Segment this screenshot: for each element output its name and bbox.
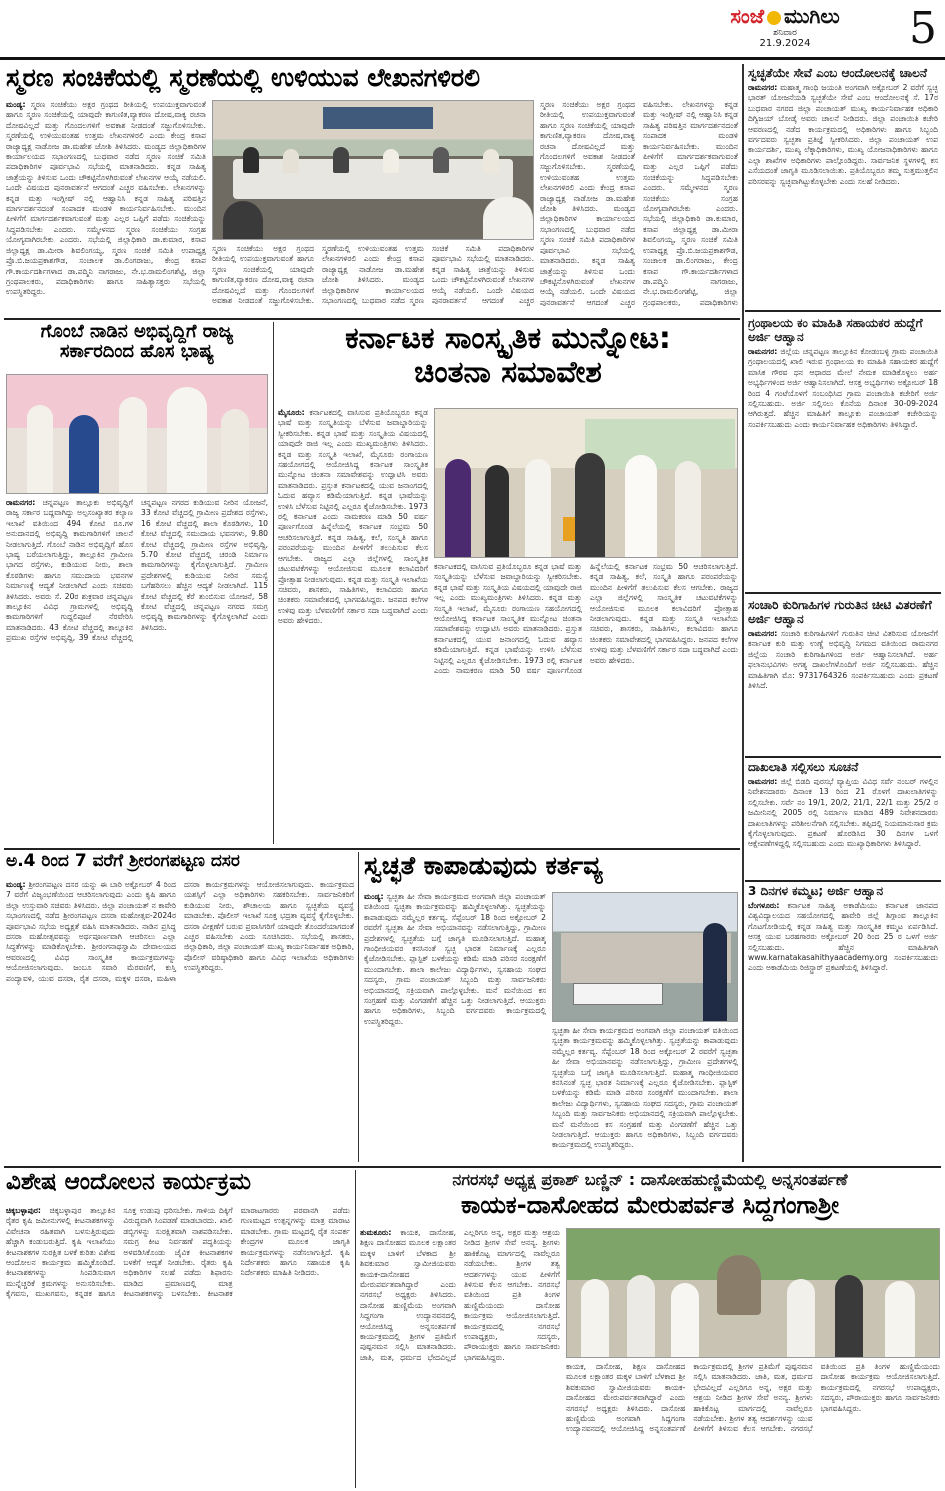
edition-date: 21.9.2024 bbox=[759, 38, 811, 49]
story-headline: ಕಾಯಕ-ದಾಸೋಹದ ಮೇರುಪರ್ವತ ಸಿದ್ದಗಂಗಾಶ್ರೀ bbox=[460, 1191, 840, 1219]
sidebar-headline: ಗ್ರಂಥಾಲಯ ಕಂ ಮಾಹಿತಿ ಸಹಾಯಕರ ಹುದ್ದೆಗೆ ಅರ್ಜಿ ಆಹ್ವಾನ bbox=[748, 316, 923, 344]
story-dateline: ತುಮಕೂರು: bbox=[360, 1228, 392, 1237]
sidebar-headline: ದಾಖಲಾತಿ ಸಲ್ಲಿಸಲು ಸೂಚನೆ bbox=[748, 760, 859, 774]
story-body bbox=[364, 892, 546, 1160]
story-body-cont bbox=[552, 1026, 738, 1160]
story-dateline: ರಾಮನಗರ: bbox=[6, 498, 36, 507]
sidebar-body-text: ಸಂಚಾರಿ ಕುರಿಗಾಹಿಗಳಿಗೆ ಗುರುತಿನ ಚೀಟಿ ವಿತರಿಸುವ ಯೋಜನೆಗೆ ಕರ್ನಾಟಕ ಕುರಿ ಮತ್ತು ಉಣ್ಣೆ ಅಭಿವೃದ್ಧಿ ನಿಗಮದ ವತಿಯಿಂದ ರಾಮನಗರ ಜಿಲ್ಲೆಯ ಸಂಚಾರಿ ಕುರಿಗಾಹಿಗಳಿಂದ ಅರ್ಜಿ ಆಹ್ವಾನಿಸಲಾಗಿದೆ. ಅರ್ಹ ಫಲಾನುಭವಿಗಳು ಅಗತ್ಯ ದಾಖಲೆಗಳೊಂದಿಗೆ ಅರ್ಜಿ ಸಲ್ಲಿಸಬಹುದು. ಹೆಚ್ಚಿನ ಮಾಹಿತಿಗಾಗಿ ಮೊ: 9731764326 ಸಂಪರ್ಕಿಸಬಹುದು ಎಂದು ಪ್ರಕಟಣೆ ತಿಳಿಸಿದೆ. bbox=[748, 629, 938, 691]
edition-day: ಶನಿವಾರ bbox=[773, 28, 797, 38]
story-body bbox=[6, 880, 354, 1160]
story-body bbox=[278, 408, 428, 842]
divider bbox=[358, 852, 359, 1162]
sidebar-dateline: ರಾಮನಗರ: bbox=[748, 629, 778, 638]
story-karnataka bbox=[278, 322, 738, 844]
sidebar-body bbox=[748, 777, 938, 873]
story-body-text: ಸ್ವಚ್ಛತಾ ಹೀ ಸೇವಾ ಕಾರ್ಯಕ್ರಮದ ಅಂಗವಾಗಿ ಜಿಲ್ಲಾ ಪಂಚಾಯತ್ ವತಿಯಿಂದ ಸ್ವಚ್ಛತಾ ಕಾರ್ಯಕ್ರಮವನ್ನು ಹಮ್ಮಿಕೊಳ್ಳಲಾಗಿತ್ತು. ಸ್ವಚ್ಛತೆಯನ್ನು ಕಾಪಾಡುವುದು ನಮ್ಮೆಲ್ಲರ ಕರ್ತವ್ಯ. ಸೆಪ್ಟೆಂಬರ್ 18 ರಿಂದ ಅಕ್ಟೋಬರ್ 2 ರವರೆಗೆ ಸ್ವಚ್ಛತಾ ಹೀ ಸೇವಾ ಅಭಿಯಾನವನ್ನು ನಡೆಸಲಾಗುತ್ತಿದ್ದು, ಗ್ರಾಮೀಣ ಪ್ರದೇಶಗಳಲ್ಲಿ ಸ್ವಚ್ಛತೆಯ ಬಗ್ಗೆ ಜಾಗೃತಿ ಮೂಡಿಸಲಾಗುತ್ತಿದೆ. ಮಹಾತ್ಮ ಗಾಂಧೀಜಿಯವರ ಕನಸಿನಂತೆ ಸ್ವಚ್ಛ ಭಾರತ ನಿರ್ಮಾಣಕ್ಕೆ ಎಲ್ಲರೂ ಕೈಜೋಡಿಸಬೇಕು. ಪ್ಲಾಸ್ಟಿಕ್ ಬಳಕೆಯನ್ನು ಕಡಿಮೆ ಮಾಡಿ ಪರಿಸರ ಸಂರಕ್ಷಣೆಗೆ ಮುಂದಾಗಬೇಕು. ಶಾಲಾ ಕಾಲೇಜು ವಿದ್ಯಾರ್ಥಿಗಳು, ಸ್ವಸಹಾಯ ಸಂಘದ ಸದಸ್ಯರು, ಗ್ರಾಮ ಪಂಚಾಯತ್ ಸಿಬ್ಬಂದಿ ಮತ್ತು ಸಾರ್ವಜನಿಕರು ಅಭಿಯಾನದಲ್ಲಿ ಸಕ್ರಿಯವಾಗಿ ಪಾಲ್ಗೊಳ್ಳಬೇಕು. ಮನೆ ಮನೆಯಿಂದ ಕಸ ಸಂಗ್ರಹಣೆ ಮತ್ತು ವಿಂಗಡಣೆಗೆ ಹೆಚ್ಚಿನ ಒತ್ತು ನೀಡಲಾಗುತ್ತಿದೆ. ಆಯುಕ್ತರು ಹಾಗೂ ಅಧಿಕಾರಿಗಳು, ಸಿಬ್ಬಂದಿ ವರ್ಗದವರು ಕಾರ್ಯಕ್ರಮದಲ್ಲಿ ಉಪಸ್ಥಿತರಿದ್ದರು. bbox=[364, 892, 546, 1026]
story-headline: ಸ್ವಚ್ಛತೆ ಕಾಪಾಡುವುದು ಕರ್ತವ್ಯ bbox=[364, 852, 603, 880]
divider bbox=[745, 310, 941, 312]
sidebar-dateline: ರಾಮನಗರ: bbox=[748, 777, 778, 786]
brand bbox=[685, 4, 885, 49]
story-body bbox=[6, 100, 206, 314]
story-kicker: ನಗರಸಭೆ ಅಧ್ಯಕ್ಷ ಪ್ರಕಾಶ್ ಬಣ್ಣಿನ್ : ದಾಸೋಹಹುಣ್ಣಿಮೆಯಲ್ಲಿ ಅನ್ನಸಂತರ್ಪಣೆ bbox=[452, 1170, 848, 1189]
masthead bbox=[0, 0, 945, 60]
sidebar-item-5 bbox=[748, 884, 938, 1162]
sidebar-body-text: ಜಿಲ್ಲೆಯ ಚನ್ನಪಟ್ಟಣ ತಾಲ್ಲೂಕಿನ ಕೋಡಂಬಳ್ಳಿ ಗ್ರಾಮ ಪಂಚಾಯಿತಿ ಗ್ರಂಥಾಲಯದಲ್ಲಿ ಖಾಲಿ ಇರುವ ಗ್ರಂಥಾಲಯ ಕಂ ಮಾಹಿತಿ ಸಹಾಯಕರ ಹುದ್ದೆಗೆ ಮಾಸಿಕ ಗೌರವ ಧನ ಆಧಾರದ ಮೇಲೆ ನೇಮಕ ಮಾಡಿಕೊಳ್ಳಲು ಅರ್ಹ ಅಭ್ಯರ್ಥಿಗಳಿಂದ ಅರ್ಜಿ ಆಹ್ವಾನಿಸಲಾಗಿದೆ. ಆಸಕ್ತ ಅಭ್ಯರ್ಥಿಗಳು ಅಕ್ಟೋಬರ್ 18 ರಿಂದ 4 ಗಂಟೆಯೊಳಗೆ ಸಂಬಂಧಿಸಿದ ಗ್ರಾಮ ಪಂಚಾಯಿತಿ ಕಚೇರಿಗೆ ಅರ್ಜಿ ಸಲ್ಲಿಸಬಹುದು. ಅರ್ಜಿ ಸಲ್ಲಿಸಲು ಕೊನೆಯ ದಿನಾಂಕ 30-09-2024 ಆಗಿರುತ್ತದೆ. ಹೆಚ್ಚಿನ ಮಾಹಿತಿಗೆ ತಾಲ್ಲೂಕು ಪಂಚಾಯತ್ ಕಚೇರಿಯನ್ನು ಸಂಪರ್ಕಿಸಬಹುದು ಎಂದು ಕಾರ್ಯನಿರ್ವಾಹಕ ಅಧಿಕಾರಿಗಳು ತಿಳಿಸಿದ್ದಾರೆ. bbox=[748, 347, 938, 429]
story-body-text-right: ಸ್ಮರಣ ಸಂಚಿಕೆಯು ಅಕ್ಷರ ಗ್ರಂಥದ ರೀತಿಯಲ್ಲಿ ಉಪಯುಕ್ತವಾಗುವಂತೆ ಹಾಗೂ ಸ್ಮರಣ ಸಂಚಿಕೆಯಲ್ಲಿ ಯಾವುದೇ ಕಾಗುಣಿತ,ವ್ಯಾಕರಣ ದೋಷ,ವಾಕ್ಯ ರಚನಾ ದೋಷವಿಲ್ಲದೆ ಮತ್ತು ಗೊಂದಲಗಳಿಗೆ ಅವಕಾಶ ನೀಡದಂತೆ ಸಜ್ಜುಗೊಳಿಸಬೇಕು. ಸ್ಮರಣೆಯಲ್ಲಿ ಉಳಿಯುವಂತಹ ಉತ್ತಮ ಲೇಖನಗಳಿರಲಿ ಎಂದು ಕೇಂದ್ರ ಕಸಾಪ ರಾಜ್ಯಾಧ್ಯಕ್ಷ ನಾಡೋಜ ಡಾ.ಮಹೇಶ ಜೋಶಿ ತಿಳಿಸಿದರು. ಮಂಡ್ಯದ ಜಿಲ್ಲಾಧಿಕಾರಿಗಳ ಕಾರ್ಯಾಲಯದ ಸಭಾಂಗಣದಲ್ಲಿ ಬುಧವಾರ ನಡೆದ ಸ್ಮರಣ ಸಂಚಿಕೆ ಸಮಿತಿ ಪದಾಧಿಕಾರಿಗಳ ಪೂರ್ವಭಾವಿ ಸಭೆಯಲ್ಲಿ ಮಾತನಾಡಿದರು. ಕನ್ನಡ ಸಾಹಿತ್ಯ ಜಾತ್ರೆಯನ್ನು ತಿಳಿಸುವ ಒಂದು ಚೌಕಟ್ಟಿನೊಳಗಿರುವಂತೆ ಲೇಖನಗಳ ಆಯ್ಕೆ ನಡೆಯಲಿ. ಒಂದೇ ವಿಷಯದ ಪುನರಾವರ್ತನೆ ಆಗದಂತೆ ಎಚ್ಚರ ವಹಿಸಬೇಕು. ಲೇಖನಗಳನ್ನು ಕನ್ನಡ ಮತ್ತು ಇಂಗ್ಲೀಷ್ ನಲ್ಲಿ ಆಹ್ವಾನಿಸಿ ಕನ್ನಡ ಸಾಹಿತ್ಯ ಪರಿಷತ್ತಿನ ಮಾರ್ಗದರ್ಶನದಂತೆ ಸಂಪಾದಕ ಮಂಡಳಿ ಕಾರ್ಯನಿರ್ವಹಿಸಬೇಕು. ಮುಂದಿನ ಪೀಳಿಗೆಗೆ ಮಾರ್ಗದರ್ಶಕವಾಗುವಂತೆ ಮತ್ತು ಎಲ್ಲರ ಒಪ್ಪಿಗೆ ಪಡೆದು ಸಂಚಿಕೆಯನ್ನು ಸಿದ್ಧಪಡಿಸಬೇಕು ಎಂದರು. ಸಮ್ಮೇಳನದ ಸ್ಮರಣ ಸಂಚಿಕೆಯು ಸಂಗ್ರಹ ಯೋಗ್ಯವಾಗಿರಬೇಕು ಎಂದರು. ಸಭೆಯಲ್ಲಿ ಜಿಲ್ಲಾಧಿಕಾರಿ ಡಾ.ಕುಮಾರ, ಕಸಾಪ ಜಿಲ್ಲಾಧ್ಯಕ್ಷ ಡಾ.ಮೀರಾ ಶಿವಲಿಂಗಯ್ಯ, ಸ್ಮರಣ ಸಂಚಿಕೆ ಸಮಿತಿ ಉಪಾಧ್ಯಕ್ಷ ಪ್ರೊ.ಬಿ.ಜಯಪ್ರಕಾಶಗೌಡ, ಸಂಚಾಲಕ ಡಾ.ಲಿಂಗರಾಜು, ಕೇಂದ್ರ ಕಸಾಪ ಗೌ.ಕಾರ್ಯದರ್ಶಿಗಳಾದ ಡಾ.ಪದ್ಮಿನಿ ನಾಗರಾಜು, ನೇ.ಭ.ರಾಮಲಿಂಗಶೆಟ್ಟಿ, ಜಿಲ್ಲಾ ಗ್ರಂಥಪಾಲಕರು, ಪದಾಧಿಕಾರಿಗಳು bbox=[540, 100, 738, 307]
inauguration-photo bbox=[434, 408, 738, 558]
story-body-cont bbox=[434, 562, 738, 842]
tribute-photo bbox=[566, 1228, 940, 1358]
story-andolana bbox=[6, 1170, 350, 1488]
divider bbox=[745, 756, 941, 758]
story-dateline: ಮೈಸೂರು: bbox=[278, 408, 305, 417]
divider bbox=[4, 318, 740, 320]
story-headline: ಗೊಂಬೆ ನಾಡಿನ ಅಭಿವೃದ್ದಿಗೆ ರಾಜ್ಯ ಸರ್ಕಾರದಿಂದ ಹೊಸ ಭಾಷ್ಯ bbox=[40, 322, 234, 363]
story-body-text-cont: ಸ್ವಚ್ಛತಾ ಹೀ ಸೇವಾ ಕಾರ್ಯಕ್ರಮದ ಅಂಗವಾಗಿ ಜಿಲ್ಲಾ ಪಂಚಾಯತ್ ವತಿಯಿಂದ ಸ್ವಚ್ಛತಾ ಕಾರ್ಯಕ್ರಮವನ್ನು ಹಮ್ಮಿಕೊಳ್ಳಲಾಗಿತ್ತು. ಸ್ವಚ್ಛತೆಯನ್ನು ಕಾಪಾಡುವುದು ನಮ್ಮೆಲ್ಲರ ಕರ್ತವ್ಯ. ಸೆಪ್ಟೆಂಬರ್ 18 ರಿಂದ ಅಕ್ಟೋಬರ್ 2 ರವರೆಗೆ ಸ್ವಚ್ಛತಾ ಹೀ ಸೇವಾ ಅಭಿಯಾನವನ್ನು ನಡೆಸಲಾಗುತ್ತಿದ್ದು, ಗ್ರಾಮೀಣ ಪ್ರದೇಶಗಳಲ್ಲಿ ಸ್ವಚ್ಛತೆಯ ಬಗ್ಗೆ ಜಾಗೃತಿ ಮೂಡಿಸಲಾಗುತ್ತಿದೆ. ಮಹಾತ್ಮ ಗಾಂಧೀಜಿಯವರ ಕನಸಿನಂತೆ ಸ್ವಚ್ಛ ಭಾರತ ನಿರ್ಮಾಣಕ್ಕೆ ಎಲ್ಲರೂ ಕೈಜೋಡಿಸಬೇಕು. ಪ್ಲಾಸ್ಟಿಕ್ ಬಳಕೆಯನ್ನು ಕಡಿಮೆ ಮಾಡಿ ಪರಿಸರ ಸಂರಕ್ಷಣೆಗೆ ಮುಂದಾಗಬೇಕು. ಶಾಲಾ ಕಾಲೇಜು ವಿದ್ಯಾರ್ಥಿಗಳು, ಸ್ವಸಹಾಯ ಸಂಘದ ಸದಸ್ಯರು, ಗ್ರಾಮ ಪಂಚಾಯತ್ ಸಿಬ್ಬಂದಿ ಮತ್ತು ಸಾರ್ವಜನಿಕರು ಅಭಿಯಾನದಲ್ಲಿ ಸಕ್ರಿಯವಾಗಿ ಪಾಲ್ಗೊಳ್ಳಬೇಕು. ಮನೆ ಮನೆಯಿಂದ ಕಸ ಸಂಗ್ರಹಣೆ ಮತ್ತು ವಿಂಗಡಣೆಗೆ ಹೆಚ್ಚಿನ ಒತ್ತು ನೀಡಲಾಗುತ್ತಿದೆ. ಆಯುಕ್ತರು ಹಾಗೂ ಅಧಿಕಾರಿಗಳು, ಸಿಬ್ಬಂದಿ ವರ್ಗದವರು ಕಾರ್ಯಕ್ರಮದಲ್ಲಿ ಉಪಸ್ಥಿತರಿದ್ದರು. bbox=[552, 1026, 738, 1150]
sidebar-body bbox=[748, 629, 938, 749]
sidebar-body bbox=[748, 83, 938, 291]
story-body-text-cont: ಕರ್ನಾಟಕದಲ್ಲಿ ವಾಸಿಸುವ ಪ್ರತಿಯೊಬ್ಬರೂ ಕನ್ನಡ ಭಾಷೆ ಮತ್ತು ಸಂಸ್ಕೃತಿಯನ್ನು ಬೆಳೆಸುವ ಜವಾಬ್ದಾರಿಯನ್ನು ಸ್ವೀಕರಿಸಬೇಕು. ಕನ್ನಡ ಭಾಷೆ ಮತ್ತು ಸಂಸ್ಕೃತಿಯ ವಿಷಯದಲ್ಲಿ ಯಾವುದೇ ರಾಜಿ ಇಲ್ಲ ಎಂದು ಮುಖ್ಯಮಂತ್ರಿಗಳು ತಿಳಿಸಿದರು. ಕನ್ನಡ ಮತ್ತು ಸಂಸ್ಕೃತಿ ಇಲಾಖೆ, ಮೈಸೂರು ರಂಗಾಯಣ ಸಹಯೋಗದಲ್ಲಿ ಆಯೋಜಿಸಿದ್ದ ಕರ್ನಾಟಕ ಸಾಂಸ್ಕೃತಿಕ ಮುನ್ನೋಟ ಚಿಂತನಾ ಸಮಾವೇಶವನ್ನು ಉದ್ಘಾಟಿಸಿ ಅವರು ಮಾತನಾಡಿದರು. ಪ್ರಸ್ತುತ ಕರ್ನಾಟಕದಲ್ಲಿ ಯುವ ಜನಾಂಗದಲ್ಲಿ ಓದುವ ಹವ್ಯಾಸ ಕಡಿಮೆಯಾಗುತ್ತಿದೆ. ಕನ್ನಡ ಭಾಷೆಯನ್ನು ಉಳಿಸಿ ಬೆಳೆಸುವ ನಿಟ್ಟಿನಲ್ಲಿ ಎಲ್ಲರೂ ಕೈಜೋಡಿಸಬೇಕು. 1973 ರಲ್ಲಿ ಕರ್ನಾಟಕ ಎಂದು ನಾಮಕರಣ ಮಾಡಿ 50 ವರ್ಷ ಪೂರ್ಣಗೊಂಡ ಹಿನ್ನೆಲೆಯಲ್ಲಿ ಕರ್ನಾಟಕ ಸಂಭ್ರಮ 50 ಆಚರಿಸಲಾಗುತ್ತಿದೆ. ಕನ್ನಡ ಸಾಹಿತ್ಯ, ಕಲೆ, ಸಂಸ್ಕೃತಿ ಹಾಗೂ ಪರಂಪರೆಯನ್ನು ಮುಂದಿನ ಪೀಳಿಗೆಗೆ ತಲುಪಿಸುವ ಕೆಲಸ ಆಗಬೇಕು. ರಾಜ್ಯದ ಎಲ್ಲಾ ಜಿಲ್ಲೆಗಳಲ್ಲಿ ಸಾಂಸ್ಕೃತಿಕ ಚಟುವಟಿಕೆಗಳನ್ನು ಆಯೋಜಿಸುವ ಮೂಲಕ ಕಲಾವಿದರಿಗೆ ಪ್ರೋತ್ಸಾಹ ನೀಡಲಾಗುವುದು. ಕನ್ನಡ ಮತ್ತು ಸಂಸ್ಕೃತಿ ಇಲಾಖೆಯ ಸಚಿವರು, ಶಾಸಕರು, ಸಾಹಿತಿಗಳು, ಕಲಾವಿದರು ಹಾಗೂ ಚಿಂತಕರು ಸಮಾವೇಶದಲ್ಲಿ ಭಾಗವಹಿಸಿದ್ದರು. ಜನಪದ ಕಲೆಗಳ ಉಳಿವು ಮತ್ತು ಬೆಳವಣಿಗೆಗೆ ಸರ್ಕಾರ ಸದಾ ಬದ್ಧವಾಗಿದೆ ಎಂದು ಅವರು ಹೇಳಿದರು. bbox=[434, 562, 738, 676]
story-body-text: ಚನ್ನಪಟ್ಟಣ ತಾಲ್ಲೂಕು ಅಭಿವೃದ್ದಿಗೆ ರಾಜ್ಯ ಸರ್ಕಾರ ಬದ್ದವಾಗಿದ್ದು ಅಲ್ಪಸಂಖ್ಯಾತರ ಕಲ್ಯಾಣ ಇಲಾಖೆ ವತಿಯಿಂದ 494 ಕೋಟಿ ರೂ.ಗಳ ಅನುದಾನದಲ್ಲಿ ಅಭಿವೃದ್ದಿ ಕಾಮಗಾರಿಗಳಿಗೆ ಚಾಲನೆ ನೀಡಲಾಗುತ್ತಿದೆ. ಗೊಂಬೆ ನಾಡಿನ ಅಭಿವೃದ್ದಿಗೆ ಹೊಸ ಭಾಷ್ಯ ಬರೆಯಲಾಗುತ್ತಿದ್ದು, ತಾಲ್ಲೂಕಿನ ಗ್ರಾಮೀಣ ಭಾಗದ ರಸ್ತೆಗಳು, ಕುಡಿಯುವ ನೀರು, ಶಾಲಾ ಕೊಠಡಿಗಳು ಹಾಗೂ ಸಮುದಾಯ ಭವನಗಳ ನಿರ್ಮಾಣಕ್ಕೆ ಆದ್ಯತೆ ನೀಡಲಾಗಿದೆ ಎಂದು ಸಚಿವರು ತಿಳಿಸಿದರು. ಅವರು ಸೆ. 20ರ ಶುಕ್ರವಾರ ಚನ್ನಪಟ್ಟಣ ತಾಲ್ಲೂಕಿನ ವಿವಿಧ ಗ್ರಾಮಗಳಲ್ಲಿ ಅಭಿವೃದ್ದಿ ಕಾಮಗಾರಿಗಳಿಗೆ ಗುದ್ದಲಿಪೂಜೆ ನೆರವೇರಿಸಿ ಮಾತನಾಡಿದರು. 43 ಕೋಟಿ ವೆಚ್ಚದಲ್ಲಿ ತಾಲ್ಲೂಕಿನ ಪ್ರಮುಖ ರಸ್ತೆಗಳ ಅಭಿವೃದ್ದಿ, 39 ಕೋಟಿ ವೆಚ್ಚದಲ್ಲಿ ಚನ್ನಪಟ್ಟಣ ನಗರದ ಕುಡಿಯುವ ನೀರಿನ ಯೋಜನೆ, 33 ಕೋಟಿ ವೆಚ್ಚದಲ್ಲಿ ಗ್ರಾಮೀಣ ಪ್ರದೇಶದ ರಸ್ತೆಗಳು, 16 ಕೋಟಿ ವೆಚ್ಚದಲ್ಲಿ ಶಾಲಾ ಕೊಠಡಿಗಳು, 10 ಕೋಟಿ ವೆಚ್ಚದಲ್ಲಿ ಸಮುದಾಯ ಭವನಗಳು, 9.80 ಕೋಟಿ ವೆಚ್ಚದಲ್ಲಿ ಗ್ರಾಮೀಣ ರಸ್ತೆಗಳ ಅಭಿವೃದ್ದಿ, 5.70 ಕೋಟಿ ವೆಚ್ಚದಲ್ಲಿ ಚರಂಡಿ ನಿರ್ಮಾಣ ಕಾಮಗಾರಿಗಳನ್ನು ಕೈಗೊಳ್ಳಲಾಗುತ್ತಿದೆ. ಗ್ರಾಮೀಣ ಪ್ರದೇಶಗಳಲ್ಲಿ ಕುಡಿಯುವ ನೀರಿನ ಸಮಸ್ಯೆ ಬಗೆಹರಿಸಲು ಹೆಚ್ಚಿನ ಆದ್ಯತೆ ನೀಡಲಾಗಿದೆ. 115 ಕೋಟಿ ವೆಚ್ಚದಲ್ಲಿ ಕೆರೆ ತುಂಬಿಸುವ ಯೋಜನೆ, 58 ಕೋಟಿ ವೆಚ್ಚದಲ್ಲಿ ಚನ್ನಪಟ್ಟಣ ನಗರದ ಸಮಗ್ರ ಅಭಿವೃದ್ದಿ ಕಾಮಗಾರಿಗಳನ್ನು ಕೈಗೊಳ್ಳಲಾಗಿದೆ ಎಂದು ತಿಳಿಸಿದರು. bbox=[6, 498, 268, 643]
sidebar-headline: 3 ದಿನಗಳ ಕಮ್ಮಟ; ಅರ್ಜಿ ಆಹ್ವಾನ bbox=[748, 884, 884, 898]
story-headline: ಅ.4 ರಿಂದ 7 ವರೆಗೆ ಶ್ರೀರಂಗಪಟ್ಟಣ ದಸರ bbox=[6, 852, 240, 871]
sidebar-body bbox=[748, 347, 938, 571]
sidebar-item-2 bbox=[748, 316, 938, 588]
brand-right: ಮುಗಿಲು bbox=[784, 4, 840, 28]
divider bbox=[355, 1170, 356, 1488]
story-body-text-cont: ಕಾಯಕ, ದಾಸೋಹ, ಶಿಕ್ಷಣ ದಾಸೋಹದ ಮೂಲಕ ಲಕ್ಷಾಂತರ ಮಕ್ಕಳ ಬಾಳಿಗೆ ಬೆಳಕಾದ ಶ್ರೀ ಶಿವಕುಮಾರ ಸ್ವಾಮೀಜಿಯವರು ಕಾಯಕ-ದಾಸೋಹದ ಮೇರುಪರ್ವತವಾಗಿದ್ದಾರೆ ಎಂದು ನಗರಸಭೆ ಅಧ್ಯಕ್ಷರು ತಿಳಿಸಿದರು. ದಾಸೋಹ ಹುಣ್ಣಿಮೆಯ ಅಂಗವಾಗಿ ಸಿದ್ದಗಂಗಾ ಉದ್ಯಾನವನದಲ್ಲಿ ಆಯೋಜಿಸಿದ್ದ ಅನ್ನಸಂತರ್ಪಣೆ ಕಾರ್ಯಕ್ರಮದಲ್ಲಿ ಶ್ರೀಗಳ ಪ್ರತಿಮೆಗೆ ಪುಷ್ಪನಮನ ಸಲ್ಲಿಸಿ ಮಾತನಾಡಿದರು. ಜಾತಿ, ಮತ, ಧರ್ಮದ ಭೇದವಿಲ್ಲದೆ ಎಲ್ಲರಿಗೂ ಅನ್ನ, ಅಕ್ಷರ ಮತ್ತು ಆಶ್ರಯ ನೀಡಿದ ಶ್ರೀಗಳ ಸೇವೆ ಅನನ್ಯ. ಶ್ರೀಗಳು ಹಾಕಿಕೊಟ್ಟ ಮಾರ್ಗದಲ್ಲಿ ನಾವೆಲ್ಲರೂ ನಡೆಯಬೇಕು. ಶ್ರೀಗಳ ತತ್ವ ಆದರ್ಶಗಳನ್ನು ಯುವ ಪೀಳಿಗೆಗೆ ತಿಳಿಸುವ ಕೆಲಸ ಆಗಬೇಕು. ನಗರಸಭೆ ವತಿಯಿಂದ ಪ್ರತಿ ತಿಂಗಳ ಹುಣ್ಣಿಮೆಯಂದು ದಾಸೋಹ ಕಾರ್ಯಕ್ರಮ ಆಯೋಜಿಸಲಾಗುತ್ತಿದೆ. ಕಾರ್ಯಕ್ರಮದಲ್ಲಿ ನಗರಸಭೆ ಉಪಾಧ್ಯಕ್ಷರು, ಸದಸ್ಯರು, ಪೌರಾಯುಕ್ತರು ಹಾಗೂ ಸಾರ್ವಜನಿಕರು ಭಾಗವಹಿಸಿದ್ದರು. bbox=[566, 1362, 940, 1434]
story-siddaganga bbox=[360, 1170, 940, 1488]
brand-logo bbox=[685, 4, 885, 28]
divider bbox=[745, 592, 941, 594]
story-dasara bbox=[6, 852, 354, 1162]
story-body-cont bbox=[212, 244, 534, 314]
cleanliness-photo bbox=[552, 892, 738, 1022]
divider bbox=[4, 848, 740, 850]
sidebar-body-text: ಮಹಾತ್ಮ ಗಾಂಧಿ ಜಯಂತಿ ಅಂಗವಾಗಿ ಅಕ್ಟೋಬರ್ 2 ವರೆಗೆ ಸ್ವಚ್ಛ ಭಾರತ್ ಯೋಜನೆಯಡಿ ಸ್ವಚ್ಛತೆಯೇ ಸೇವೆ ಎಂಬ ಆಂದೋಲನಕ್ಕೆ ಸೆ. 17ರ ಬುಧವಾರ ನಗರದ ಜಿಲ್ಲಾ ಪಂಚಾಯತ್ ಮುಖ್ಯ ಕಾರ್ಯನಿರ್ವಾಹಕ ಅಧಿಕಾರಿ ದಿಗ್ವಿಜಯ್ ಬೋಡ್ಕೆ ಅವರು ಚಾಲನೆ ನೀಡಿದರು. ಜಿಲ್ಲಾ ಪಂಚಾಯಿತಿ ಕಚೇರಿ ಆವರಣದಲ್ಲಿ ನಡೆದ ಕಾರ್ಯಕ್ರಮದಲ್ಲಿ ಅಧಿಕಾರಿಗಳು ಹಾಗೂ ಸಿಬ್ಬಂದಿ ವರ್ಗದವರು ಸ್ವಚ್ಛತಾ ಪ್ರತಿಜ್ಞೆ ಸ್ವೀಕರಿಸಿದರು. ಜಿಲ್ಲಾ ಪಂಚಾಯತ್ ಉಪ ಕಾರ್ಯದರ್ಶಿ, ಮುಖ್ಯ ಲೆಕ್ಕಾಧಿಕಾರಿಗಳು, ಮುಖ್ಯ ಯೋಜನಾಧಿಕಾರಿಗಳು ಹಾಗೂ ಎಲ್ಲಾ ಶಾಖೆಗಳ ಅಧಿಕಾರಿಗಳು ಪಾಲ್ಗೊಂಡಿದ್ದರು. ಸಾರ್ವಜನಿಕ ಸ್ಥಳಗಳಲ್ಲಿ ಕಸ ಎಸೆಯದಂತೆ ಜಾಗೃತಿ ಮೂಡಿಸಲಾಯಿತು. ಪ್ರತಿಯೊಬ್ಬರೂ ತಮ್ಮ ಸುತ್ತಮುತ್ತಲಿನ ಪರಿಸರವನ್ನು ಸ್ವಚ್ಛವಾಗಿಟ್ಟುಕೊಳ್ಳಬೇಕು ಎಂದು ಸಲಹೆ ನೀಡಿದರು. bbox=[748, 83, 938, 186]
story-body-right bbox=[540, 100, 738, 314]
sidebar-headline: ಸಂಚಾರಿ ಕುರಿಗಾಹಿಗಳ ಗುರುತಿನ ಚೀಟಿ ವಿತರಣೆಗೆ ಅರ್ಜಿ ಆಹ್ವಾನ bbox=[748, 598, 932, 626]
story-dateline: ಚಿಕ್ಕಬಳ್ಳಾಪುರ: bbox=[6, 1206, 41, 1215]
story-dateline: ಮಂಡ್ಯ: bbox=[364, 892, 384, 901]
brand-left: ಸಂಜೆ bbox=[730, 4, 765, 28]
divider bbox=[4, 1166, 941, 1168]
sidebar-body bbox=[748, 901, 938, 1157]
story-body bbox=[6, 1206, 350, 1488]
story-body-cont bbox=[566, 1362, 940, 1486]
story-body-text: ಕಾಯಕ, ದಾಸೋಹ, ಶಿಕ್ಷಣ ದಾಸೋಹದ ಮೂಲಕ ಲಕ್ಷಾಂತರ ಮಕ್ಕಳ ಬಾಳಿಗೆ ಬೆಳಕಾದ ಶ್ರೀ ಶಿವಕುಮಾರ ಸ್ವಾಮೀಜಿಯವರು ಕಾಯಕ-ದಾಸೋಹದ ಮೇರುಪರ್ವತವಾಗಿದ್ದಾರೆ ಎಂದು ನಗರಸಭೆ ಅಧ್ಯಕ್ಷರು ತಿಳಿಸಿದರು. ದಾಸೋಹ ಹುಣ್ಣಿಮೆಯ ಅಂಗವಾಗಿ ಸಿದ್ದಗಂಗಾ ಉದ್ಯಾನವನದಲ್ಲಿ ಆಯೋಜಿಸಿದ್ದ ಅನ್ನಸಂತರ್ಪಣೆ ಕಾರ್ಯಕ್ರಮದಲ್ಲಿ ಶ್ರೀಗಳ ಪ್ರತಿಮೆಗೆ ಪುಷ್ಪನಮನ ಸಲ್ಲಿಸಿ ಮಾತನಾಡಿದರು. ಜಾತಿ, ಮತ, ಧರ್ಮದ ಭೇದವಿಲ್ಲದೆ ಎಲ್ಲರಿಗೂ ಅನ್ನ, ಅಕ್ಷರ ಮತ್ತು ಆಶ್ರಯ ನೀಡಿದ ಶ್ರೀಗಳ ಸೇವೆ ಅನನ್ಯ. ಶ್ರೀಗಳು ಹಾಕಿಕೊಟ್ಟ ಮಾರ್ಗದಲ್ಲಿ ನಾವೆಲ್ಲರೂ ನಡೆಯಬೇಕು. ಶ್ರೀಗಳ ತತ್ವ ಆದರ್ಶಗಳನ್ನು ಯುವ ಪೀಳಿಗೆಗೆ ತಿಳಿಸುವ ಕೆಲಸ ಆಗಬೇಕು. ನಗರಸಭೆ ವತಿಯಿಂದ ಪ್ರತಿ ತಿಂಗಳ ಹುಣ್ಣಿಮೆಯಂದು ದಾಸೋಹ ಕಾರ್ಯಕ್ರಮ ಆಯೋಜಿಸಲಾಗುತ್ತಿದೆ. ಕಾರ್ಯಕ್ರಮದಲ್ಲಿ ನಗರಸಭೆ ಉಪಾಧ್ಯಕ್ಷರು, ಸದಸ್ಯರು, ಪೌರಾಯುಕ್ತರು ಹಾಗೂ ಸಾರ್ವಜನಿಕರು ಭಾಗವಹಿಸಿದ್ದರು. bbox=[360, 1228, 560, 1362]
story-body-text: ಶ್ರೀರಂಗಪಟ್ಟಣ ದಸರ ಯನ್ನು ಈ ಬಾರಿ ಅಕ್ಟೋಬರ್ 4 ರಿಂದ 7 ವರೆಗೆ ವಿಜೃಂಭಣೆಯಿಂದ ಆಚರಿಸಲಾಗುವುದು ಎಂದು ಕೃಷಿ ಹಾಗೂ ಜಿಲ್ಲಾ ಉಸ್ತುವಾರಿ ಸಚಿವರು ತಿಳಿಸಿದರು. ಜಿಲ್ಲಾ ಪಂಚಾಯತ್ ನ ಕಾವೇರಿ ಸಭಾಂಗಣದಲ್ಲಿ ನಡೆದ ಶ್ರೀರಂಗಪಟ್ಟಣ ದಸರಾ ಮಹೋತ್ಸವ-2024ರ ಪೂರ್ವಭಾವಿ ಸಭೆಯ ಅಧ್ಯಕ್ಷತೆ ವಹಿಸಿ ಮಾತನಾಡಿದರು. ನಾಡಿನ ಪ್ರಸಿದ್ಧ ದಸರಾ ಮಹೋತ್ಸವವನ್ನು ಅರ್ಥಪೂರ್ಣವಾಗಿ ಆಚರಿಸಲು ಎಲ್ಲಾ ಸಿದ್ಧತೆಗಳನ್ನು ಮಾಡಿಕೊಳ್ಳಬೇಕು. ಶ್ರೀರಂಗನಾಥಸ್ವಾಮಿ ದೇವಾಲಯದ ಆವರಣದಲ್ಲಿ ವಿವಿಧ ಸಾಂಸ್ಕೃತಿಕ ಕಾರ್ಯಕ್ರಮಗಳನ್ನು ಆಯೋಜಿಸಲಾಗುವುದು. ಜಂಬೂ ಸವಾರಿ ಮೆರವಣಿಗೆ, ಕುಸ್ತಿ ಪಂದ್ಯಾವಳಿ, ಯುವ ದಸರಾ, ರೈತ ದಸರಾ, ಮಕ್ಕಳ ದಸರಾ, ಮಹಿಳಾ ದಸರಾ ಕಾರ್ಯಕ್ರಮಗಳನ್ನು ಆಯೋಜಿಸಲಾಗುವುದು. ಕಾರ್ಯಕ್ರಮದ ಯಶಸ್ಸಿಗೆ ಎಲ್ಲಾ ಅಧಿಕಾರಿಗಳು ಸಹಕರಿಸಬೇಕು. ಸಾರ್ವಜನಿಕರಿಗೆ ಕುಡಿಯುವ ನೀರು, ಶೌಚಾಲಯ ಹಾಗೂ ಸ್ವಚ್ಛತೆಯ ವ್ಯವಸ್ಥೆ ಮಾಡಬೇಕು. ಪೊಲೀಸ್ ಇಲಾಖೆ ಸೂಕ್ತ ಭದ್ರತಾ ವ್ಯವಸ್ಥೆ ಕೈಗೊಳ್ಳಬೇಕು. ದಸರಾ ವೀಕ್ಷಣೆಗೆ ಬರುವ ಪ್ರವಾಸಿಗರಿಗೆ ಯಾವುದೇ ತೊಂದರೆಯಾಗದಂತೆ ಎಚ್ಚರ ವಹಿಸಬೇಕು ಎಂದು ಸೂಚಿಸಿದರು. ಸಭೆಯಲ್ಲಿ ಶಾಸಕರು, ಜಿಲ್ಲಾಧಿಕಾರಿ, ಜಿಲ್ಲಾ ಪಂಚಾಯತ್ ಮುಖ್ಯ ಕಾರ್ಯನಿರ್ವಾಹಕ ಅಧಿಕಾರಿ, ಪೊಲೀಸ್ ವರಿಷ್ಠಾಧಿಕಾರಿ ಹಾಗೂ ವಿವಿಧ ಇಲಾಖೆಯ ಅಧಿಕಾರಿಗಳು ಉಪಸ್ಥಿತರಿದ್ದರು. bbox=[6, 880, 354, 983]
story-body-text: ಕರ್ನಾಟಕದಲ್ಲಿ ವಾಸಿಸುವ ಪ್ರತಿಯೊಬ್ಬರೂ ಕನ್ನಡ ಭಾಷೆ ಮತ್ತು ಸಂಸ್ಕೃತಿಯನ್ನು ಬೆಳೆಸುವ ಜವಾಬ್ದಾರಿಯನ್ನು ಸ್ವೀಕರಿಸಬೇಕು. ಕನ್ನಡ ಭಾಷೆ ಮತ್ತು ಸಂಸ್ಕೃತಿಯ ವಿಷಯದಲ್ಲಿ ಯಾವುದೇ ರಾಜಿ ಇಲ್ಲ ಎಂದು ಮುಖ್ಯಮಂತ್ರಿಗಳು ತಿಳಿಸಿದರು. ಕನ್ನಡ ಮತ್ತು ಸಂಸ್ಕೃತಿ ಇಲಾಖೆ, ಮೈಸೂರು ರಂಗಾಯಣ ಸಹಯೋಗದಲ್ಲಿ ಆಯೋಜಿಸಿದ್ದ ಕರ್ನಾಟಕ ಸಾಂಸ್ಕೃತಿಕ ಮುನ್ನೋಟ ಚಿಂತನಾ ಸಮಾವೇಶವನ್ನು ಉದ್ಘಾಟಿಸಿ ಅವರು ಮಾತನಾಡಿದರು. ಪ್ರಸ್ತುತ ಕರ್ನಾಟಕದಲ್ಲಿ ಯುವ ಜನಾಂಗದಲ್ಲಿ ಓದುವ ಹವ್ಯಾಸ ಕಡಿಮೆಯಾಗುತ್ತಿದೆ. ಕನ್ನಡ ಭಾಷೆಯನ್ನು ಉಳಿಸಿ ಬೆಳೆಸುವ ನಿಟ್ಟಿನಲ್ಲಿ ಎಲ್ಲರೂ ಕೈಜೋಡಿಸಬೇಕು. 1973 ರಲ್ಲಿ ಕರ್ನಾಟಕ ಎಂದು ನಾಮಕರಣ ಮಾಡಿ 50 ವರ್ಷ ಪೂರ್ಣಗೊಂಡ ಹಿನ್ನೆಲೆಯಲ್ಲಿ ಕರ್ನಾಟಕ ಸಂಭ್ರಮ 50 ಆಚರಿಸಲಾಗುತ್ತಿದೆ. ಕನ್ನಡ ಸಾಹಿತ್ಯ, ಕಲೆ, ಸಂಸ್ಕೃತಿ ಹಾಗೂ ಪರಂಪರೆಯನ್ನು ಮುಂದಿನ ಪೀಳಿಗೆಗೆ ತಲುಪಿಸುವ ಕೆಲಸ ಆಗಬೇಕು. ರಾಜ್ಯದ ಎಲ್ಲಾ ಜಿಲ್ಲೆಗಳಲ್ಲಿ ಸಾಂಸ್ಕೃತಿಕ ಚಟುವಟಿಕೆಗಳನ್ನು ಆಯೋಜಿಸುವ ಮೂಲಕ ಕಲಾವಿದರಿಗೆ ಪ್ರೋತ್ಸಾಹ ನೀಡಲಾಗುವುದು. ಕನ್ನಡ ಮತ್ತು ಸಂಸ್ಕೃತಿ ಇಲಾಖೆಯ ಸಚಿವರು, ಶಾಸಕರು, ಸಾಹಿತಿಗಳು, ಕಲಾವಿದರು ಹಾಗೂ ಚಿಂತಕರು ಸಮಾವೇಶದಲ್ಲಿ ಭಾಗವಹಿಸಿದ್ದರು. ಜನಪದ ಕಲೆಗಳ ಉಳಿವು ಮತ್ತು ಬೆಳವಣಿಗೆಗೆ ಸರ್ಕಾರ ಸದಾ ಬದ್ಧವಾಗಿದೆ ಎಂದು ಅವರು ಹೇಳಿದರು. bbox=[278, 408, 428, 626]
sun-icon bbox=[767, 11, 781, 25]
sidebar-dateline: ರಾಮನಗರ: bbox=[748, 347, 778, 356]
story-dateline: ಮಂಡ್ಯ: bbox=[6, 880, 26, 889]
story-gombe bbox=[6, 322, 268, 844]
story-body-text: ಚಿಕ್ಕಬಳ್ಳಾಪುರ ತಾಲ್ಲೂಕಿನ ರೈತರ ಕೃಷಿ ಜಮೀನುಗಳಲ್ಲಿ ಕೀಟನಾಶಕಗಳನ್ನು ವಿವೇಚನಾ ರಹಿತವಾಗಿ ಬಳಸುತ್ತಿರುವುದು ಹೆಚ್ಚಾಗಿ ಕಂಡುಬರುತ್ತಿದೆ. ಕೃಷಿ ಇಲಾಖೆಯು ಕೀಟನಾಶಕಗಳ ಸುರಕ್ಷಿತ ಬಳಕೆ ಕುರಿತು ವಿಶೇಷ ಆಂದೋಲನ ಕಾರ್ಯಕ್ರಮ ಹಮ್ಮಿಕೊಂಡಿದೆ. ಕೀಟನಾಶಕಗಳನ್ನು ಸಿಂಪಡಿಸುವಾಗ ಮುನ್ನೆಚ್ಚರಿಕೆ ಕ್ರಮಗಳನ್ನು ಅನುಸರಿಸಬೇಕು. ಕೈಗವಸು, ಮುಖಗವಸು, ಕನ್ನಡಕ ಹಾಗೂ ಸೂಕ್ತ ಉಡುಪು ಧರಿಸಬೇಕು. ಗಾಳಿಯ ದಿಕ್ಕಿಗೆ ವಿರುದ್ಧವಾಗಿ ಸಿಂಪಡಣೆ ಮಾಡಬಾರದು. ಖಾಲಿ ಡಬ್ಬಿಗಳನ್ನು ಸುರಕ್ಷಿತವಾಗಿ ನಾಶಪಡಿಸಬೇಕು. ಸಮಗ್ರ ಕೀಟ ನಿರ್ವಹಣೆ ಪದ್ಧತಿಯನ್ನು ಅಳವಡಿಸಿಕೊಂಡು ಜೈವಿಕ ಕೀಟನಾಶಕಗಳ ಬಳಕೆಗೆ ಆದ್ಯತೆ ನೀಡಬೇಕು. ರೈತರು ಕೃಷಿ ಅಧಿಕಾರಿಗಳ ಸಲಹೆ ಪಡೆದು ಶಿಫಾರಸು ಮಾಡಿದ ಪ್ರಮಾಣದಲ್ಲಿ ಮಾತ್ರ ಕೀಟನಾಶಕಗಳನ್ನು ಬಳಸಬೇಕು. ಕೀಟನಾಶಕ ಮಾರಾಟಗಾರರು ಪರವಾನಗಿ ಪಡೆದು ಗುಣಮಟ್ಟದ ಉತ್ಪನ್ನಗಳನ್ನು ಮಾತ್ರ ಮಾರಾಟ ಮಾಡಬೇಕು. ಗ್ರಾಮ ಮಟ್ಟದಲ್ಲಿ ರೈತ ಸಂಪರ್ಕ ಕೇಂದ್ರಗಳ ಮೂಲಕ ಜಾಗೃತಿ ಕಾರ್ಯಕ್ರಮಗಳನ್ನು ನಡೆಸಲಾಗುತ್ತಿದೆ. ಕೃಷಿ ನಿರ್ದೇಶಕರು ಹಾಗೂ ಸಹಾಯಕ ಕೃಷಿ ನಿರ್ದೇಶಕರು ಮಾಹಿತಿ ನೀಡಿದರು. bbox=[6, 1206, 350, 1299]
story-headline: ವಿಶೇಷ ಆಂದೋಲನ ಕಾರ್ಯಕ್ರಮ bbox=[6, 1170, 251, 1195]
meeting-photo bbox=[212, 100, 534, 240]
story-swachhate bbox=[364, 852, 738, 1162]
event-photo bbox=[6, 374, 268, 494]
story-body-text-cont: ಸ್ಮರಣ ಸಂಚಿಕೆಯು ಅಕ್ಷರ ಗ್ರಂಥದ ರೀತಿಯಲ್ಲಿ ಉಪಯುಕ್ತವಾಗುವಂತೆ ಹಾಗೂ ಸ್ಮರಣ ಸಂಚಿಕೆಯಲ್ಲಿ ಯಾವುದೇ ಕಾಗುಣಿತ,ವ್ಯಾಕರಣ ದೋಷ,ವಾಕ್ಯ ರಚನಾ ದೋಷವಿಲ್ಲದೆ ಮತ್ತು ಗೊಂದಲಗಳಿಗೆ ಅವಕಾಶ ನೀಡದಂತೆ ಸಜ್ಜುಗೊಳಿಸಬೇಕು. ಸ್ಮರಣೆಯಲ್ಲಿ ಉಳಿಯುವಂತಹ ಉತ್ತಮ ಲೇಖನಗಳಿರಲಿ ಎಂದು ಕೇಂದ್ರ ಕಸಾಪ ರಾಜ್ಯಾಧ್ಯಕ್ಷ ನಾಡೋಜ ಡಾ.ಮಹೇಶ ಜೋಶಿ ತಿಳಿಸಿದರು. ಮಂಡ್ಯದ ಜಿಲ್ಲಾಧಿಕಾರಿಗಳ ಕಾರ್ಯಾಲಯದ ಸಭಾಂಗಣದಲ್ಲಿ ಬುಧವಾರ ನಡೆದ ಸ್ಮರಣ ಸಂಚಿಕೆ ಸಮಿತಿ ಪದಾಧಿಕಾರಿಗಳ ಪೂರ್ವಭಾವಿ ಸಭೆಯಲ್ಲಿ ಮಾತನಾಡಿದರು. ಕನ್ನಡ ಸಾಹಿತ್ಯ ಜಾತ್ರೆಯನ್ನು ತಿಳಿಸುವ ಒಂದು ಚೌಕಟ್ಟಿನೊಳಗಿರುವಂತೆ ಲೇಖನಗಳ ಆಯ್ಕೆ ನಡೆಯಲಿ. ಒಂದೇ ವಿಷಯದ ಪುನರಾವರ್ತನೆ ಆಗದಂತೆ ಎಚ್ಚರ bbox=[212, 244, 534, 306]
story-headline: ಕರ್ನಾಟಕ ಸಾಂಸ್ಕೃತಿಕ ಮುನ್ನೋಟ: ಚಿಂತನಾ ಸಮಾವೇಶ bbox=[345, 322, 671, 390]
story-dateline: ಮಂಡ್ಯ: bbox=[6, 100, 26, 109]
sidebar-headline: ಸ್ವಚ್ಛತೆಯೇ ಸೇವೆ ಎಂಬ ಆಂದೋಲನಕ್ಕೆ ಚಾಲನೆ bbox=[748, 66, 928, 80]
story-smarana bbox=[6, 64, 738, 316]
divider bbox=[273, 322, 274, 844]
sidebar-dateline: ಬೆಂಗಳೂರು: bbox=[748, 901, 780, 910]
sidebar-item-3 bbox=[748, 598, 938, 752]
sidebar-dateline: ರಾಮನಗರ: bbox=[748, 83, 778, 92]
sidebar-item-1 bbox=[748, 66, 938, 306]
story-body bbox=[360, 1228, 560, 1486]
sidebar-item-4 bbox=[748, 760, 938, 876]
sidebar-body-text: ಜಿಲ್ಲೆ ಬಿಡದಿ ಪುರಸಭೆ ವ್ಯಾಪ್ತಿಯ ವಿವಿಧ ಸರ್ವೆ ನಂಬರ್ ಗಳಲ್ಲಿನ ನಿವೇಶನದಾರರು ದಿನಾಂಕ 13 ರಿಂದ 21 ರೊಳಗೆ ದಾಖಲಾತಿಗಳನ್ನು ಸಲ್ಲಿಸಬೇಕು. ಸರ್ವೆ ನಂ 19/1, 20/2, 21/1, 22/1 ಮತ್ತು 25/2 ರ ಜಮೀನಿನಲ್ಲಿ 2005 ರಲ್ಲಿ ನಿರ್ಮಾಣ ಮಾಡಿದ 489 ನಿವೇಶನದಾರರು ದಾಖಲಾತಿಗಳನ್ನು ಪರಿಶೀಲನೆಗಾಗಿ ಸಲ್ಲಿಸಬೇಕು. ತಪ್ಪಿದಲ್ಲಿ ನಿಯಮಾನುಸಾರ ಕ್ರಮ ಕೈಗೊಳ್ಳಲಾಗುವುದು. ಪ್ರಕಟಣೆ ಹೊರಡಿಸಿದ 30 ದಿನಗಳ ಒಳಗೆ ಆಕ್ಷೇಪಣೆಗಳಿದ್ದಲ್ಲಿ ಸಲ್ಲಿಸಬಹುದು ಎಂದು ಮುಖ್ಯಾಧಿಕಾರಿಗಳು ತಿಳಿಸಿದ್ದಾರೆ. bbox=[748, 777, 938, 849]
story-body-text: ಸ್ಮರಣ ಸಂಚಿಕೆಯು ಅಕ್ಷರ ಗ್ರಂಥದ ರೀತಿಯಲ್ಲಿ ಉಪಯುಕ್ತವಾಗುವಂತೆ ಹಾಗೂ ಸ್ಮರಣ ಸಂಚಿಕೆಯಲ್ಲಿ ಯಾವುದೇ ಕಾಗುಣಿತ,ವ್ಯಾಕರಣ ದೋಷ,ವಾಕ್ಯ ರಚನಾ ದೋಷವಿಲ್ಲದೆ ಮತ್ತು ಗೊಂದಲಗಳಿಗೆ ಅವಕಾಶ ನೀಡದಂತೆ ಸಜ್ಜುಗೊಳಿಸಬೇಕು. ಸ್ಮರಣೆಯಲ್ಲಿ ಉಳಿಯುವಂತಹ ಉತ್ತಮ ಲೇಖನಗಳಿರಲಿ ಎಂದು ಕೇಂದ್ರ ಕಸಾಪ ರಾಜ್ಯಾಧ್ಯಕ್ಷ ನಾಡೋಜ ಡಾ.ಮಹೇಶ ಜೋಶಿ ತಿಳಿಸಿದರು. ಮಂಡ್ಯದ ಜಿಲ್ಲಾಧಿಕಾರಿಗಳ ಕಾರ್ಯಾಲಯದ ಸಭಾಂಗಣದಲ್ಲಿ ಬುಧವಾರ ನಡೆದ ಸ್ಮರಣ ಸಂಚಿಕೆ ಸಮಿತಿ ಪದಾಧಿಕಾರಿಗಳ ಪೂರ್ವಭಾವಿ ಸಭೆಯಲ್ಲಿ ಮಾತನಾಡಿದರು. ಕನ್ನಡ ಸಾಹಿತ್ಯ ಜಾತ್ರೆಯನ್ನು ತಿಳಿಸುವ ಒಂದು ಚೌಕಟ್ಟಿನೊಳಗಿರುವಂತೆ ಲೇಖನಗಳ ಆಯ್ಕೆ ನಡೆಯಲಿ. ಒಂದೇ ವಿಷಯದ ಪುನರಾವರ್ತನೆ ಆಗದಂತೆ ಎಚ್ಚರ ವಹಿಸಬೇಕು. ಲೇಖನಗಳನ್ನು ಕನ್ನಡ ಮತ್ತು ಇಂಗ್ಲೀಷ್ ನಲ್ಲಿ ಆಹ್ವಾನಿಸಿ ಕನ್ನಡ ಸಾಹಿತ್ಯ ಪರಿಷತ್ತಿನ ಮಾರ್ಗದರ್ಶನದಂತೆ ಸಂಪಾದಕ ಮಂಡಳಿ ಕಾರ್ಯನಿರ್ವಹಿಸಬೇಕು. ಮುಂದಿನ ಪೀಳಿಗೆಗೆ ಮಾರ್ಗದರ್ಶಕವಾಗುವಂತೆ ಮತ್ತು ಎಲ್ಲರ ಒಪ್ಪಿಗೆ ಪಡೆದು ಸಂಚಿಕೆಯನ್ನು ಸಿದ್ಧಪಡಿಸಬೇಕು ಎಂದರು. ಸಮ್ಮೇಳನದ ಸ್ಮರಣ ಸಂಚಿಕೆಯು ಸಂಗ್ರಹ ಯೋಗ್ಯವಾಗಿರಬೇಕು ಎಂದರು. ಸಭೆಯಲ್ಲಿ ಜಿಲ್ಲಾಧಿಕಾರಿ ಡಾ.ಕುಮಾರ, ಕಸಾಪ ಜಿಲ್ಲಾಧ್ಯಕ್ಷ ಡಾ.ಮೀರಾ ಶಿವಲಿಂಗಯ್ಯ, ಸ್ಮರಣ ಸಂಚಿಕೆ ಸಮಿತಿ ಉಪಾಧ್ಯಕ್ಷ ಪ್ರೊ.ಬಿ.ಜಯಪ್ರಕಾಶಗೌಡ, ಸಂಚಾಲಕ ಡಾ.ಲಿಂಗರಾಜು, ಕೇಂದ್ರ ಕಸಾಪ ಗೌ.ಕಾರ್ಯದರ್ಶಿಗಳಾದ ಡಾ.ಪದ್ಮಿನಿ ನಾಗರಾಜು, ನೇ.ಭ.ರಾಮಲಿಂಗಶೆಟ್ಟಿ, ಜಿಲ್ಲಾ ಗ್ರಂಥಪಾಲಕರು, ಪದಾಧಿಕಾರಿಗಳು ಹಾಗೂ ಸಾಹಿತ್ಯಾಸಕ್ತರು ಸಭೆಯಲ್ಲಿ ಉಪಸ್ಥಿತರಿದ್ದರು. bbox=[6, 100, 206, 297]
divider bbox=[745, 880, 941, 882]
story-headline: ಸ್ಮರಣ ಸಂಚಿಕೆಯಲ್ಲಿ ಸ್ಮರಣೆಯಲ್ಲಿ ಉಳಿಯುವ ಲೇಖನಗಳಿರಲಿ bbox=[6, 64, 481, 92]
sidebar-divider bbox=[742, 64, 744, 1162]
page-number: 5 bbox=[909, 3, 937, 54]
sidebar-body-text: ಕರ್ನಾಟಕ ಸಾಹಿತ್ಯ ಅಕಾಡೆಮಿಯು ಕರ್ನಾಟಕ ಜಾನಪದ ವಿಶ್ವವಿದ್ಯಾಲಯದ ಸಹಯೋಗದಲ್ಲಿ ಹಾವೇರಿ ಜಿಲ್ಲೆ ಶಿಗ್ಗಾಂವ ತಾಲ್ಲೂಕಿನ ಗೊಟಗೋಡಿಯಲ್ಲಿ ಕನ್ನಡ ಸಾಹಿತ್ಯ ಮತ್ತು ಸಾಂಸ್ಕೃತಿಕ ಕಮ್ಮಟ ಏರ್ಪಡಿಸಿದೆ. ಆಸಕ್ತ ಯುವ ಬರಹಗಾರರು ಅಕ್ಟೋಬರ್ 20 ರಿಂದ 25 ರ ಒಳಗೆ ಅರ್ಜಿ ಸಲ್ಲಿಸಬಹುದು. ಹೆಚ್ಚಿನ ಮಾಹಿತಿಗಾಗಿ www.karnatakasahithyaacademy.org ಸಂಪರ್ಕಿಸಬಹುದು ಎಂದು ಅಕಾಡೆಮಿಯ ರಿಜಿಸ್ಟ್ರಾರ್ ಪ್ರಕಟಣೆಯಲ್ಲಿ ತಿಳಿಸಿದ್ದಾರೆ. bbox=[748, 901, 938, 973]
story-body bbox=[6, 498, 268, 842]
